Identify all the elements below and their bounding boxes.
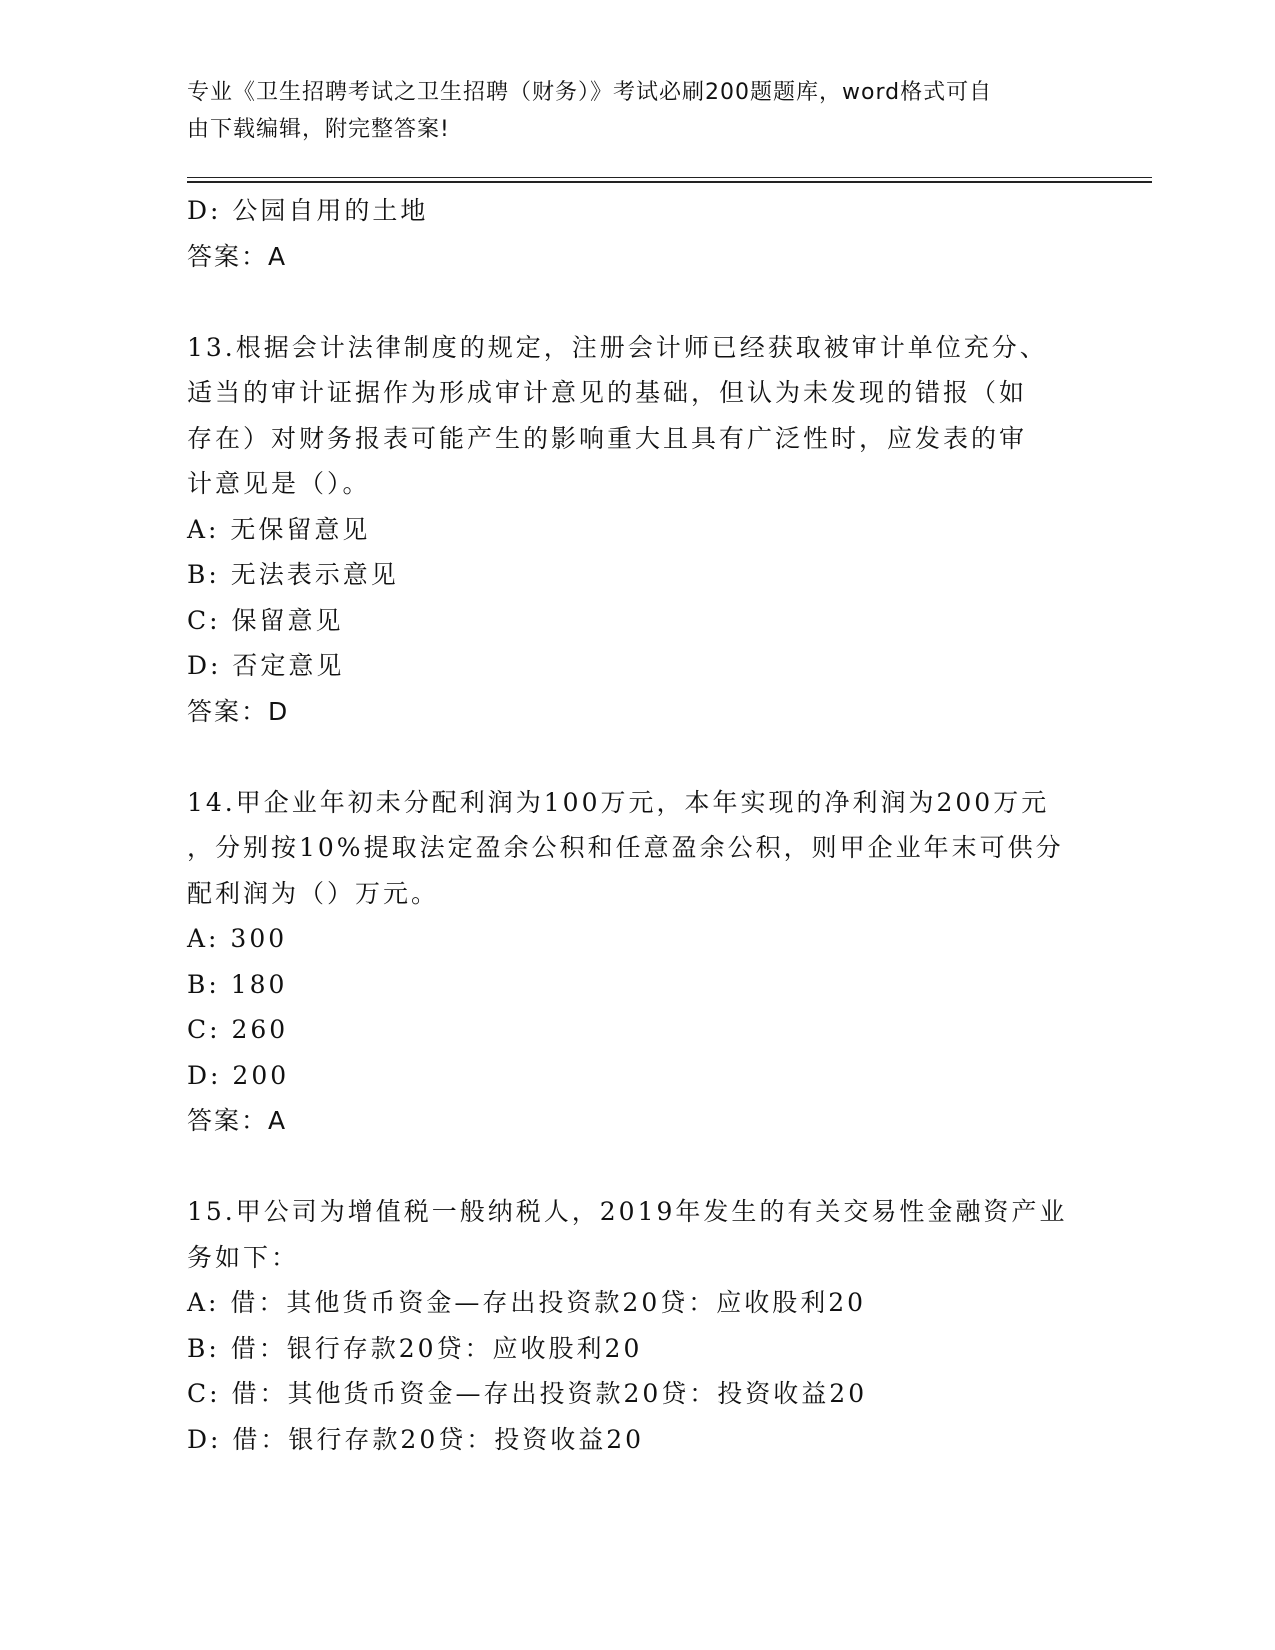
header-line-2: 由下载编辑，附完整答案!	[187, 117, 450, 142]
spacer	[187, 279, 1087, 325]
option-c: C: 保留意见	[187, 605, 344, 635]
answer: 答案：D	[187, 696, 290, 726]
option-b: B: 无法表示意见	[187, 560, 399, 589]
option-d: D: 200	[187, 1060, 290, 1090]
page-header	[187, 74, 1067, 148]
option-a: A: 无保留意见	[187, 514, 371, 544]
question-13	[187, 325, 1087, 735]
q12-option-d: D: 公园自用的土地	[187, 196, 429, 225]
spacer	[187, 1144, 1087, 1190]
question-text-line: 15.甲公司为增值税一般纳税人，2019年发生的有关交易性金融资产业	[187, 1197, 1068, 1226]
answer: 答案：A	[187, 1106, 288, 1135]
question-text-line: 适当的审计证据作为形成审计意见的基础，但认为未发现的错报（如	[187, 378, 1028, 407]
question-text-line: 存在）对财务报表可能产生的影响重大且具有广泛性时，应发表的审	[187, 423, 1028, 453]
option-b: B: 借：银行存款20贷：应收股利20	[187, 1333, 643, 1363]
question-14	[187, 780, 1087, 1144]
q12-answer: 答案：A	[187, 241, 288, 271]
option-d: D: 否定意见	[187, 651, 345, 680]
option-c: C: 260	[187, 1015, 289, 1044]
question-text-line: 13.根据会计法律制度的规定，注册会计师已经获取被审计单位充分、	[187, 332, 1048, 362]
question-text-line: 务如下：	[187, 1242, 300, 1272]
question-text-line: 计意见是（）。	[187, 469, 371, 498]
header-divider-thick	[187, 181, 1152, 183]
header-divider-thin	[187, 177, 1152, 178]
option-d: D: 借：银行存款20贷：投资收益20	[187, 1424, 645, 1454]
header-line-1: 专业《卫生招聘考试之卫生招聘（财务）》考试必刷200题题库，word格式可自	[187, 80, 993, 105]
question-text-line: 14.甲企业年初未分配利润为100万元，本年实现的净利润为200万元	[187, 787, 1050, 817]
option-a: A: 300	[187, 924, 288, 953]
question-15	[187, 1189, 1087, 1462]
option-b: B: 180	[187, 969, 288, 999]
spacer	[187, 734, 1087, 780]
option-c: C: 借：其他货币资金—存出投资款20贷：投资收益20	[187, 1379, 868, 1408]
option-a: A: 借：其他货币资金—存出投资款20贷：应收股利20	[187, 1288, 867, 1317]
question-text-line: ，分别按10%提取法定盈余公积和任意盈余公积，则甲企业年末可供分	[187, 833, 1064, 862]
document-body	[187, 188, 1087, 1462]
question-text-line: 配利润为（）万元。	[187, 878, 440, 908]
